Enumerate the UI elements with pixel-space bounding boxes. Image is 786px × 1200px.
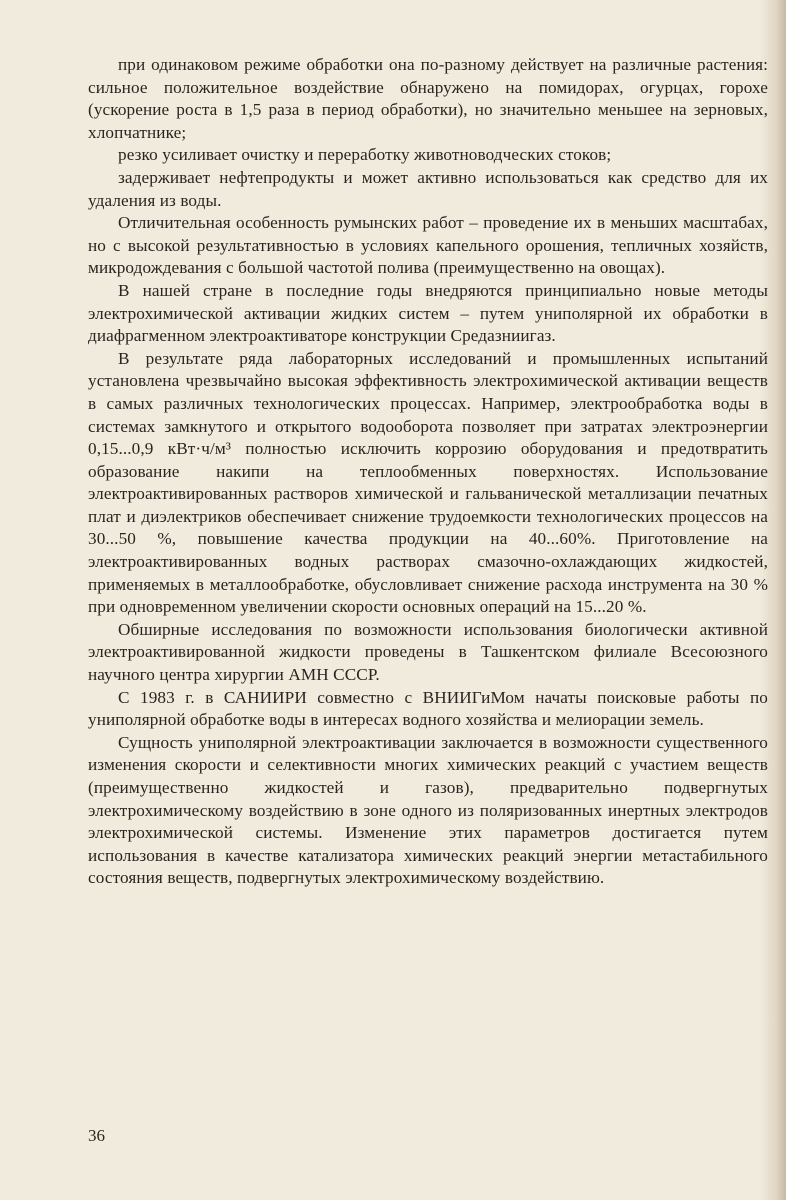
- paragraph-4: Отличительная особенность румынских работ – проведение их в меньших масштабах, но с высокой результативностью в условиях капельного орошения, тепличных хозяйств, микродождевания с большой частотой полива (преимущественно на овощах).: [88, 213, 768, 278]
- page-number: 36: [88, 1126, 105, 1145]
- paragraph-6: В результате ряда лабораторных исследований и промышленных испытаний установлена чрезвычайно высокая эффективность электрохимической активации веществ в самых различных технологических процессах. Например, электрообработка воды в системах замкнутого и открытого водооборота позволяет при затратах электроэнергии 0,15...0,9 кВт·ч/м³ полностью исключить коррозию оборудования и предотвратить образование накипи на теплообменных поверхностях. Использование электроактивированных растворов химической и гальванической металлизации печатных плат и диэлектриков обеспечивает снижение трудоемкости технологических процессов на 30...50 %, повышение качества продукции на 40...60%. Приготовление на электроактивированных водных растворах смазочно-охлаждающих жидкостей, применяемых в металлообработке, обусловливает снижение расхода инструмента на 30 % при одновременном увеличении скорости основных операций на 15...20 %.: [88, 348, 768, 617]
- paragraph-2: резко усиливает очистку и переработку животноводческих стоков;: [118, 145, 612, 165]
- paragraph-8: С 1983 г. в САНИИРИ совместно с ВНИИГиМом начаты поисковые работы по униполярной обработке воды в интересах водного хозяйства и мелиорации земель.: [88, 687, 768, 730]
- paragraph-7: Обширные исследования по возможности использования биологически активной электроактивированной жидкости проведены в Ташкентском филиале Всесоюзного научного центра хирургии АМН СССР.: [88, 619, 768, 685]
- paragraph-9: Сущность униполярной электроактивации заключается в возможности существенного изменения скорости и селективности многих химических реакций с участием веществ (преимущественно жидкостей и газов), предварительно подвергнутых электрохимическому воздействию в зоне одного из поляризованных инертных электродов электрохимической системы. Изменение этих параметров достигается путем использования в качестве катализатора химических реакций энергии метастабильного состояния веществ, подвергнутых электрохимическому воздействию.: [88, 732, 768, 888]
- body-text: [88, 54, 768, 890]
- paragraph-3: задерживает нефтепродукты и может активно использоваться как средство для их удаления из воды.: [88, 167, 768, 210]
- paragraph-1: при одинаковом режиме обработки она по-разному действует на различные растения: сильное положительное воздействие обнаружено на помидорах, огурцах, горохе (ускорение роста в 1,5 раза в период обработки), но значительно меньшее на зерновых, хлопчатнике;: [88, 55, 768, 142]
- paragraph-5: В нашей стране в последние годы внедряются принципиально новые методы электрохимической активации жидких систем – путем униполярной их обработки в диафрагменном электроактиваторе конструкции Средазниигаз.: [88, 280, 768, 346]
